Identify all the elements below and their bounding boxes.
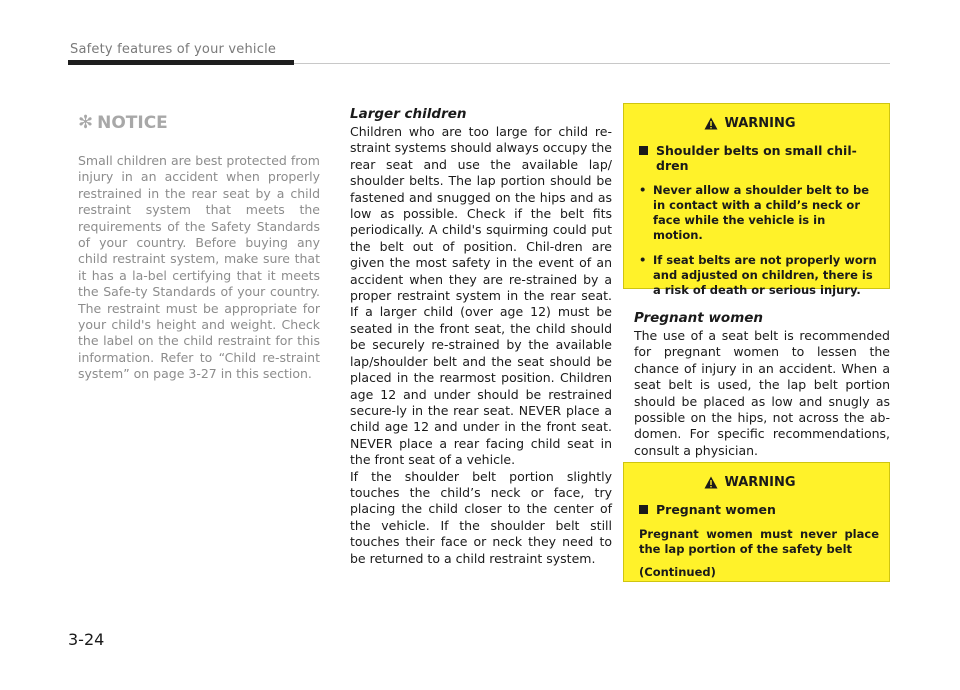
square-bullet-icon — [639, 505, 648, 514]
warning-bullet-text: Never allow a shoulder belt to be in contact with a child’s neck or face while the vehicle is in motion. — [653, 183, 870, 242]
warning-subheading-text: Pregnant women — [656, 502, 776, 517]
warning-title: WARNING — [724, 475, 796, 490]
warning-box-shoulder-belts — [623, 103, 890, 297]
warning-text: Pregnant women must never place the lap portion of the safety belt — [639, 527, 879, 556]
notice-section — [78, 112, 320, 383]
warning-bullet-text: If seat belts are not properly worn and adjusted on children, there is a risk of death or serious injury. — [653, 253, 877, 297]
header-rule — [294, 63, 890, 64]
larger-children-paragraph-1: Children who are too large for child re-straint systems should always occupy the rear seat and use the available lap/ shoulder belts. The lap portion should be fastened and snugged on the hips and as low as possible. Check if the belt fits periodically. A child's squirming could put the belt out of position. Chil-dren are given the most safety in the event of an accident when they are re-strained by a proper restraint system in the rear seat. If a larger child (over age 12) must be seated in the front seat, the child should be securely re-strained by the available lap/shoulder belt and the seat should be placed in the rearmost position. Children age 12 and under should be restrained secure-ly in the rear seat. NEVER place a child age 12 and under in the front seat. NEVER place a rear facing child seat in the front seat of a vehicle. — [350, 124, 612, 468]
pregnant-women-text: The use of a seat belt is recommended for pregnant women to lessen the chance of injury in an accident. When a seat belt is used, the lap belt portion should be placed as low and snugly as possible on the hips, not across the ab-domen. For specific recommendations, consult a physician. — [634, 328, 890, 458]
notice-heading — [78, 112, 320, 133]
warning-subheading-text: Shoulder belts on small chil-dren — [656, 143, 857, 173]
continued-label: (Continued) — [639, 565, 716, 579]
pregnant-women-section — [634, 310, 890, 459]
warning-subheading — [639, 502, 879, 517]
warning-triangle-icon — [704, 476, 718, 489]
square-bullet-icon — [639, 146, 648, 155]
bullet-dot-icon: • — [639, 183, 647, 197]
warning-heading — [621, 116, 879, 131]
notice-text: Small children are best protected from injury in an accident when properly restrained in the rear seat by a child restraint system that meets the requirements of the Safety Standards of your country. Before buying any child restraint system, make sure that it has a la-bel certifying that it meets the Safe-ty Standards of your country. The restraint must be appropriate for your child's height and weight. Check the label on the child restraint for this information. Refer to “Child re-straint system” on page 3-27 in this section. — [78, 153, 320, 382]
warning-box-pregnant-women — [623, 462, 890, 582]
larger-children-heading: Larger children — [350, 106, 467, 122]
header-bar — [68, 60, 294, 65]
warning-heading — [621, 475, 879, 490]
warning-bullet — [639, 253, 879, 298]
bullet-dot-icon: • — [639, 253, 647, 267]
page-number: 3-24 — [68, 630, 105, 649]
larger-children-section — [350, 106, 612, 567]
warning-title: WARNING — [724, 116, 796, 131]
notice-asterisk-icon: ✻ — [78, 112, 94, 133]
warning-subheading — [639, 143, 879, 173]
larger-children-paragraph-2: If the shoulder belt portion slightly touches the child’s neck or face, try placing the child closer to the center of the vehicle. If the shoulder belt still touches their face or neck they need to be returned to a child restraint system. — [350, 468, 612, 566]
warning-bullet — [639, 183, 879, 243]
pregnant-women-heading: Pregnant women — [634, 310, 764, 326]
notice-title: NOTICE — [97, 112, 168, 133]
warning-triangle-icon — [704, 117, 718, 130]
running-header: Safety features of your vehicle — [70, 42, 277, 57]
